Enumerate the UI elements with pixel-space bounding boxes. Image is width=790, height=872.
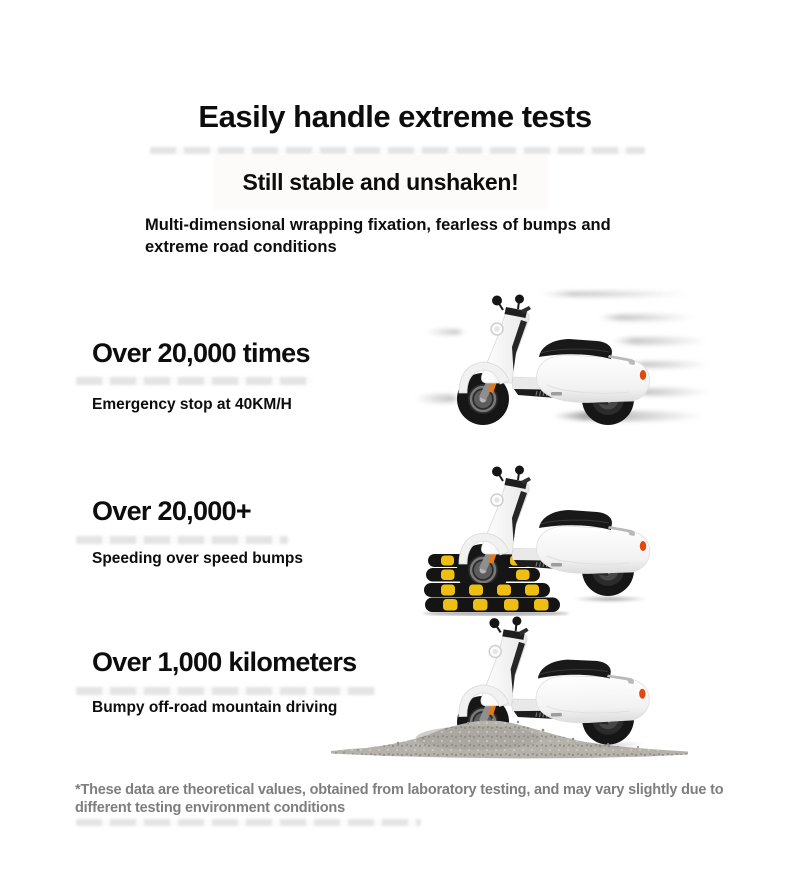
artifact-smudge-2 xyxy=(76,536,288,544)
scooter-illustration-speed-bumps xyxy=(451,464,661,599)
page-subtitle-text: Still stable and unshaken! xyxy=(242,168,519,195)
section-2-heading: Over 20,000+ xyxy=(92,496,251,526)
page-subtitle xyxy=(213,155,548,209)
speed-bumps-front xyxy=(420,582,572,616)
section-1-subheading: Emergency stop at 40KM/H xyxy=(92,396,292,413)
scooter-illustration-braking xyxy=(451,293,661,428)
artifact-smudge-1 xyxy=(76,377,312,385)
footnote: *These data are theoretical values, obtained from laboratory testing, and may vary slightly due to different testing environment conditions xyxy=(75,782,724,816)
artifact-smudge-3 xyxy=(76,687,376,695)
page-description: Multi-dimensional wrapping fixation, fearless of bumps and extreme road conditions xyxy=(145,216,611,256)
ground-shadow xyxy=(572,740,658,749)
artifact-smudge-footer xyxy=(76,819,421,826)
page-title: Easily handle extreme tests xyxy=(198,99,592,134)
section-1-heading: Over 20,000 times xyxy=(92,338,310,368)
artifact-smudge-top xyxy=(150,147,645,154)
section-3-heading: Over 1,000 kilometers xyxy=(92,647,357,677)
gravel-trail xyxy=(328,698,692,762)
section-3-subheading: Bumpy off-road mountain driving xyxy=(92,699,338,716)
section-2-subheading: Speeding over speed bumps xyxy=(92,550,304,567)
